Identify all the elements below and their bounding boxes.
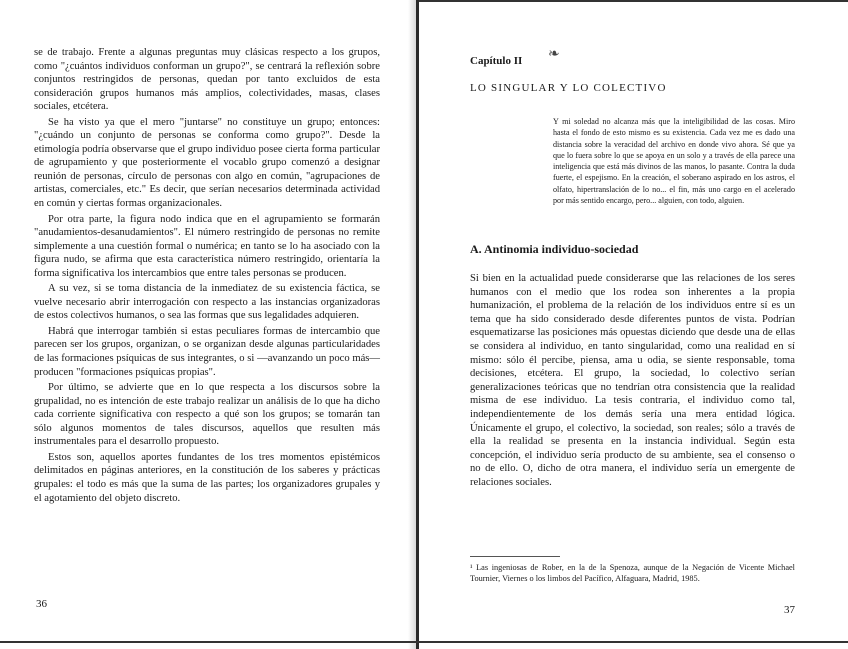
footnote-rule xyxy=(470,556,560,557)
right-page-number: 37 xyxy=(784,604,795,616)
ornament-icon: ❧ xyxy=(548,47,560,62)
right-page-body xyxy=(470,272,795,490)
right-paragraph: Si bien en la actualidad puede considerarse que las relaciones de los seres humanos con el medio que los rodea son inherentes a la propia humanización, el problema de la relación de los individuos entre sí es un tema que ha sido considerado desde diferentes puntos de vista. Podrían esquematizarse las posiciones más opuestas diciendo que desde una de ellas se considera al individuo, en tanto singularidad, como una realidad en sí mismo: sólo él percibe, piensa, ama u odia, se siente responsable, toma decisiones, etcétera. El grupo, la sociedad, lo colectivo serían generalizaciones teóricas que no tendrían otra consistencia que la realidad misma de ese individuo. La tesis contraria, el individuo como tal, independientemente de los demás sería una mera entidad lógica. Únicamente el grupo, el colectivo, la sociedad, son reales; sólo a través de ella la realidad se presenta en la instancia individual. Según esta concepción, el individuo sería producto de su ambiente, sea el consenso o no de ello. O, dicho de otra manera, el individuo sería un emergente de relaciones sociales. xyxy=(470,273,795,488)
book-gutter xyxy=(416,0,419,649)
left-page-number: 36 xyxy=(36,598,47,610)
left-paragraph: Estos son, aquellos aportes fundantes de los tres momentos epistémicos delimitados en páginas anteriores, en la constitución de los saberes y prácticas grupales: el todo es más que la suma de las partes; los organizadores grupales y el agotamiento del objeto discreto. xyxy=(34,451,380,504)
left-paragraph: se de trabajo. Frente a algunas preguntas muy clásicas respecto a los grupos, como "¿cuántos individuos conforman un grupo?", se centrará la reflexión sobre conjuntos restringidos de personas, quedan por tanto excluidos de esta consideración grupos humanos más amplios, colectividades, masas, clases sociales, etcétera. xyxy=(34,47,380,113)
left-paragraph: Habrá que interrogar también si estas peculiares formas de intercambio que parecen ser los grupos, organizan, o se organizan desde algunas particularidades de las formaciones psíquicas de sus integrantes, o si —avanzando un poco más— producen "formaciones psíquicas propias". xyxy=(34,325,380,378)
footnote: ¹ Las ingeniosas de Rober, en la de la Spenoza, aunque de la Negación de Vicente Michael Tournier, Viernes o los limbos del Pacífico, Alfaguara, Madrid, 1985. xyxy=(470,563,795,583)
left-page-body xyxy=(34,46,380,505)
chapter-title: LO SINGULAR Y LO COLECTIVO xyxy=(470,82,667,94)
left-paragraph: A su vez, si se toma distancia de la inmediatez de su existencia fáctica, se vuelve necesario abrir interrogación con respecto a las instancias organizadoras de estos colectivos humanos, o sea las formas que sus legalidades adquieren. xyxy=(34,283,380,322)
chapter-label: Capítulo II xyxy=(470,55,523,67)
left-paragraph: Por último, se advierte que en lo que respecta a los discursos sobre la grupalidad, no es intención de este trabajo realizar un análisis de lo que ha dicho cada corriente significativa con respecto a qué son los grupos; se tomarán tan sólo algunos momentos de tales discursos, aquellos que resulten más instrumentales para el desarrollo propuesto. xyxy=(34,382,380,448)
left-paragraph: Se ha visto ya que el mero "juntarse" no constituye un grupo; entonces: "¿cuándo un conjunto de personas se conforma como grupo?". Desde la etimología podría observarse que el grupo individuo posee cierta forma particular de agrupamiento y que posteriormente el vocablo grupo comenzó a designar reunión de personas, círculo de personas con algo en común, "agrupaciones de artistas, comerciales, etc." Es decir, que serían necesarios determinada actividad en común y ciertas formas organizacionales. xyxy=(34,116,380,210)
scan-edge-bottom xyxy=(0,641,848,643)
section-heading: A. Antinomia individuo-sociedad xyxy=(470,242,639,256)
epigraph: Y mi soledad no alcanza más que la inteligibilidad de las cosas. Miro hasta el fondo de esto mismo es su existencia. Cada vez me es dado una distancia sobre la veracidad del archivo en donde vivo ahora. Sé que ya que lo fuera sobre lo que se apoya en un solo y a través de ella parece una inteligencia que está más divinos de las manos, lo pasante. Contra la duda fuerte, el espejismo. En la creación, el soberano aspirado en los astros, el olfato, hipertranslación de lo no... el fin, más uno cargo en el acelerado por más sentido encargo, pero... alguien, con todo, alguien. xyxy=(553,117,795,206)
left-paragraph: Por otra parte, la figura nodo indica que en el agrupamiento se formarán "anudamientos-desanudamientos". El número restringido de personas no remite simplemente a una cuestión formal o numérica; en tanto se lo ha asociado con la figura nudo, se afirma que esta característica número restringido, orientaría la forma significativa los intercambios que entre tales personas se producen. xyxy=(34,213,380,279)
scan-edge-top xyxy=(419,0,848,2)
gutter-shadow xyxy=(408,0,416,649)
